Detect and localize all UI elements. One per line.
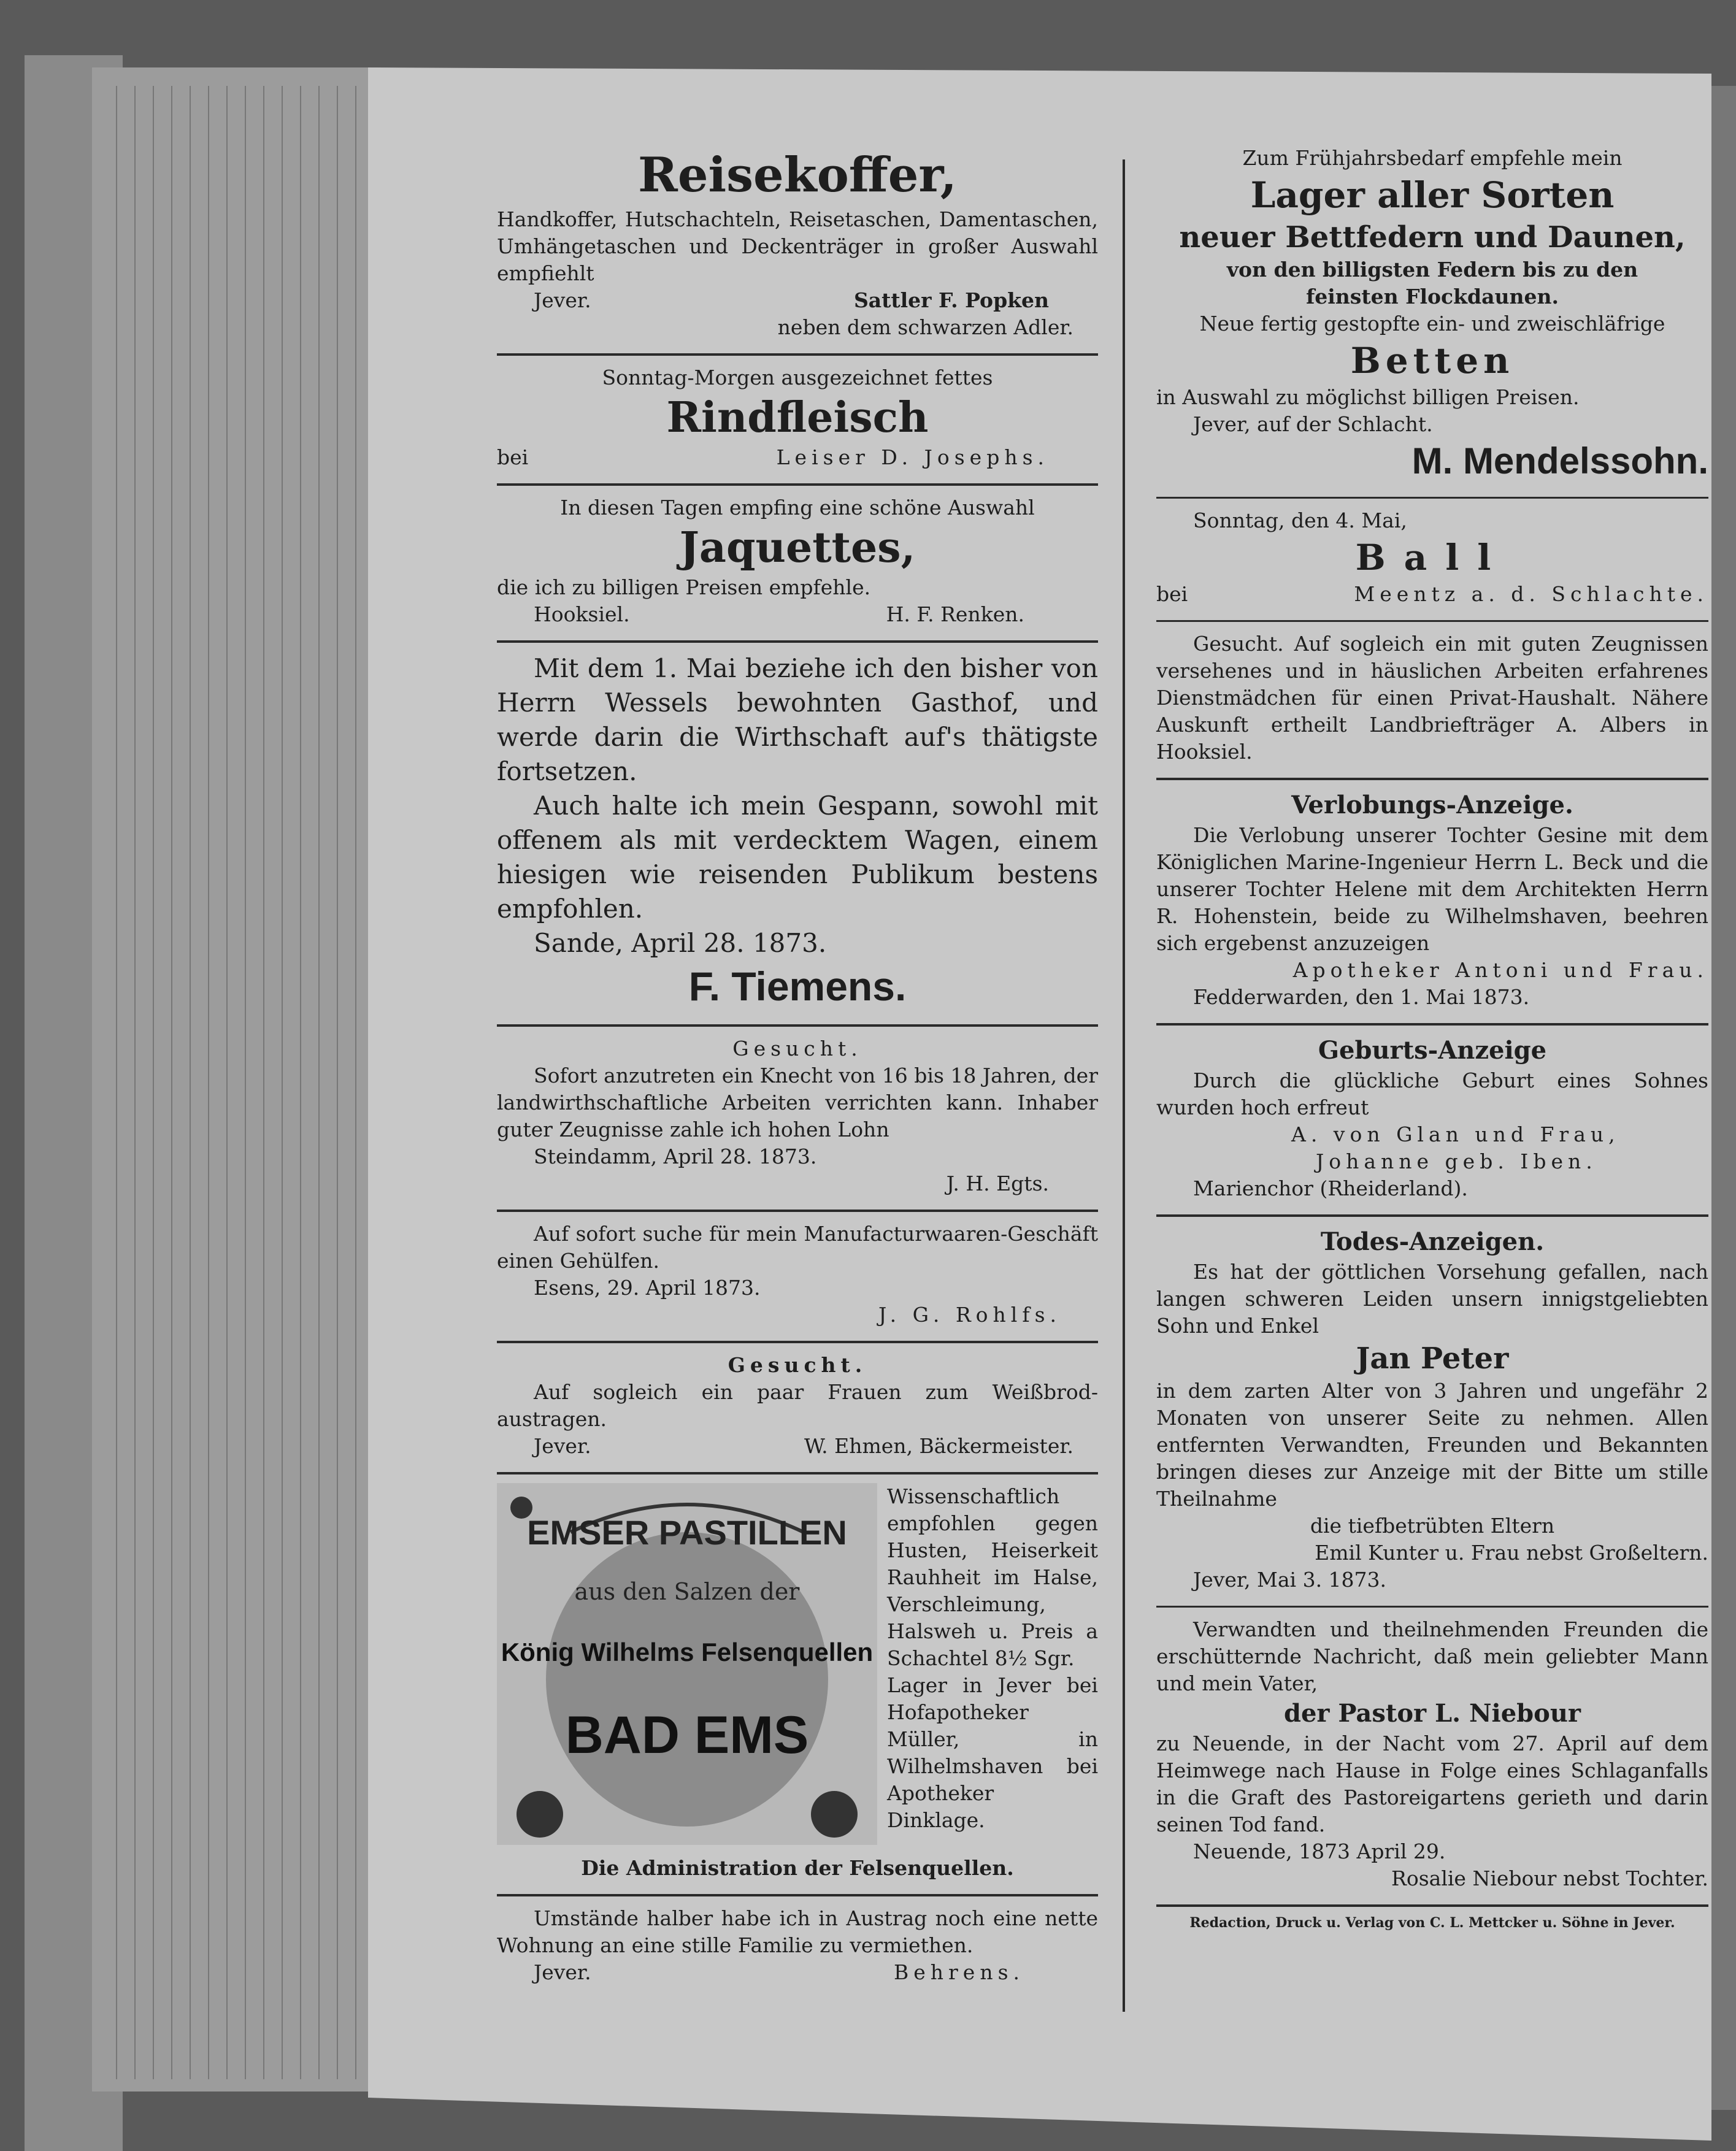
ad-paragraph-1: Mit dem 1. Mai beziehe ich den bisher von Herrn Wessels bewohnten Gasthof, und werde darin die Wirthschaft auf's thätigste fortsetzen. — [497, 653, 1098, 786]
ad-body: Sofort anzutreten ein Knecht von 16 bis 18 Jahren, der landwirthschaftliche Arbeiten verrichten kann. Inhaber guter Zeugnisse zahle ich hohen Lohn — [497, 1064, 1098, 1141]
ad-subtitle-2: feinsten Flockdaunen. — [1306, 285, 1559, 309]
divider — [497, 1024, 1098, 1027]
ad-gesucht-knecht — [497, 1032, 1098, 1206]
ad-niebour — [1156, 1612, 1708, 1901]
ad-signer: Behrens. — [893, 1960, 1024, 1984]
ad-place: Marienchor (Rheiderland). — [1193, 1176, 1468, 1200]
ad-signer: M. Mendelssohn. — [1411, 440, 1708, 481]
ad-date: Esens, 29. April 1873. — [534, 1276, 761, 1300]
ad-title: Gesucht. — [728, 1353, 867, 1377]
ad-betten: Betten — [1350, 340, 1515, 382]
ad-title: Ball — [1355, 537, 1510, 578]
ad-title: Jaquettes, — [679, 523, 916, 572]
ad-date: Fedderwarden, den 1. Mai 1873. — [1193, 985, 1530, 1009]
ad-place: Jever. — [534, 1960, 591, 1984]
ad-date: Neuende, 1873 April 29. — [1193, 1839, 1446, 1863]
ad-body-2: in dem zarten Alter von 3 Jahren und ungefähr 2 Monaten von unserer Seite zu nehmen. Allen entfernten Verwandten, Freunden und Bekannten bringen dieses zur Anzeige mit der Bitte um stille Theilnahme — [1156, 1379, 1708, 1511]
right-column — [1156, 141, 1708, 1933]
divider — [497, 640, 1098, 643]
ad-title: Todes-Anzeigen. — [1320, 1227, 1545, 1256]
ad-title: Gesucht. — [732, 1037, 862, 1060]
ad-line-2: in Auswahl zu möglichst billigen Preisen. — [1156, 385, 1580, 409]
divider — [1156, 778, 1708, 780]
ad-intro: In diesen Tagen empfing eine schöne Auswahl — [560, 496, 1035, 520]
ad-signature-row — [497, 444, 1098, 471]
ad-title-1: Lager aller Sorten — [1250, 174, 1615, 216]
divider — [1156, 1214, 1708, 1217]
emser-label-1: EMSER PASTILLEN — [527, 1513, 847, 1552]
ad-title: Verlobungs-Anzeige. — [1291, 791, 1573, 819]
ad-date: Sonntag, den 4. Mai, — [1193, 508, 1407, 532]
ad-body: Auf sogleich ein paar Frauen zum Weißbrod-austragen. — [497, 1380, 1098, 1431]
ad-signer: J. G. Rohlfs. — [878, 1303, 1061, 1327]
emser-label-3: König Wilhelms Felsenquellen — [501, 1638, 874, 1666]
ad-date: Jever, Mai 3. 1873. — [1193, 1568, 1387, 1592]
ad-signature-row — [497, 601, 1098, 628]
divider — [1156, 1023, 1708, 1026]
emser-label-4: BAD EMS — [565, 1706, 809, 1765]
emser-lager: Lager in Jever bei Hofapotheker Müller, in Wilhelmshaven bei Apotheker Dinklage. — [887, 1673, 1098, 1832]
ad-todes — [1156, 1222, 1708, 1602]
ad-signer: F. Tiemens. — [688, 964, 907, 1009]
divider — [497, 1210, 1098, 1212]
ad-date: Steindamm, April 28. 1873. — [534, 1145, 817, 1168]
ad-body: Gesucht. Auf sogleich ein mit guten Zeugnissen versehenes und in häuslichen Arbeiten erfahrenes Dienstmädchen für einen Privat-Haushalt. Nähere Auskunft ertheilt Landbriefträger A. Albers in Hooksiel. — [1156, 632, 1708, 764]
divider — [497, 1341, 1098, 1343]
ad-body: Auf sofort suche für mein Manufacturwaaren-Geschäft einen Gehülfen. — [497, 1222, 1098, 1273]
divider — [497, 483, 1098, 486]
divider — [497, 1894, 1098, 1896]
ad-bei: bei — [1156, 582, 1188, 606]
ad-body: Handkoffer, Hutschachteln, Reisetaschen, Damentaschen, Umhängetaschen und Deckenträger in großer Auswahl empfiehlt — [497, 207, 1098, 285]
ad-date: Sande, April 28. 1873. — [534, 928, 827, 958]
ad-gesucht-dienstmaedchen — [1156, 627, 1708, 774]
ad-gesucht-frauen — [497, 1348, 1098, 1468]
emser-text: Wissenschaftlich empfohlen gegen Husten, Heiserkeit Rauhheit im Halse, Verschleimung, Halsweh u. Preis a Schachtel 8½ Sgr. — [887, 1484, 1098, 1670]
ad-title: Reisekoffer, — [638, 147, 957, 203]
divider — [1156, 1904, 1708, 1907]
ad-signature-row — [1156, 581, 1708, 608]
ad-reisekoffer — [497, 141, 1098, 350]
ad-eltern: die tiefbetrübten Eltern — [1310, 1514, 1555, 1538]
ad-signature-row — [497, 1959, 1098, 1986]
ad-tiemens — [497, 648, 1098, 1021]
divider — [1156, 497, 1708, 499]
ad-signer: Emil Kunter u. Frau nebst Großeltern. — [1315, 1541, 1708, 1565]
emser-admin: Die Administration der Felsenquellen. — [581, 1856, 1014, 1880]
ad-jaquettes — [497, 491, 1098, 637]
ad-title: Geburts-Anzeige — [1318, 1036, 1547, 1065]
ad-place: Hooksiel. — [534, 602, 630, 626]
ad-signature-row — [497, 1433, 1098, 1460]
ad-ball — [1156, 504, 1708, 616]
ad-body: Umstände halber habe ich in Austrag noch eine nette Wohnung an eine stille Familie zu vermiethen. — [497, 1906, 1098, 1957]
ad-behrens — [497, 1901, 1098, 1995]
ad-body: Die Verlobung unserer Tochter Gesine mit dem Königlichen Marine-Ingenieur Herrn L. Beck und die unserer Tochter Helene mit dem Architekten Herrn R. Hohenstein, beide zu Wilhelmshaven, beehren sich ergebenst anzuzeigen — [1156, 823, 1708, 955]
ad-signer: H. F. Renken. — [886, 602, 1024, 626]
ad-body-1: Es hat der göttlichen Vorsehung gefallen, nach langen schweren Leiden unsern innigstgeliebten Sohn und Enkel — [1156, 1260, 1708, 1338]
ad-body: die ich zu billigen Preisen empfehle. — [497, 575, 871, 599]
ad-signer: Rosalie Niebour nebst Tochter. — [1391, 1866, 1708, 1890]
ad-address: neben dem schwarzen Adler. — [777, 315, 1073, 339]
divider — [497, 353, 1098, 356]
ad-subtitle-1: von den billigsten Federn bis zu den — [1226, 258, 1638, 282]
ad-signer-2: Johanne geb. Iben. — [1316, 1149, 1597, 1173]
ad-place: Jever. — [534, 288, 591, 312]
left-column — [497, 141, 1098, 1995]
emser-row — [497, 1483, 1098, 1845]
divider — [1156, 1606, 1708, 1608]
ad-verlobung — [1156, 785, 1708, 1019]
ad-signer-1: A. von Glan und Frau, — [1291, 1122, 1620, 1146]
ad-intro: Zum Frühjahrsbedarf empfehle mein — [1242, 146, 1623, 170]
ad-geburt — [1156, 1030, 1708, 1211]
ad-paragraph-2: Auch halte ich mein Gespann, sowohl mit offenem als mit verdecktem Wagen, einem hiesigen wie reisenden Publikum bestens empfohlen. — [497, 791, 1098, 924]
ad-name: der Pastor L. Niebour — [1283, 1699, 1581, 1728]
ad-signer: Apotheker Antoni und Frau. — [1292, 958, 1708, 982]
ad-signature-row — [497, 287, 1098, 314]
emser-description — [887, 1483, 1098, 1845]
ad-signer: Leiser D. Josephs. — [776, 445, 1049, 469]
ad-title-2: neuer Bettfedern und Daunen, — [1179, 220, 1686, 255]
emser-label-2: aus den Salzen der — [574, 1578, 800, 1605]
ad-signer: Meentz a. d. Schlachte. — [1354, 582, 1708, 606]
imprint-footer: Redaction, Druck u. Verlag von C. L. Mettcker u. Söhne in Jever. — [1189, 1915, 1675, 1931]
ad-mendelssohn — [1156, 141, 1708, 493]
divider — [1156, 620, 1708, 622]
ad-title: Rindfleisch — [666, 393, 929, 442]
ad-body: Durch die glückliche Geburt eines Sohnes wurden hoch erfreut — [1156, 1068, 1708, 1119]
ad-signer: Sattler F. Popken — [853, 288, 1049, 312]
ad-emser-pastillen — [497, 1479, 1098, 1890]
ad-body-1: Verwandten und theilnehmenden Freunden die erschütternde Nachricht, daß mein geliebter Mann und mein Vater, — [1156, 1617, 1708, 1695]
ad-body-2: zu Neuende, in der Nacht vom 27. April auf dem Heimwege nach Hause in Folge eines Schlaganfalls in die Graft des Pastoreigartens gerieth und darin seinen Tod fand. — [1156, 1731, 1708, 1836]
ad-bei: bei — [497, 445, 529, 469]
ad-intro: Sonntag-Morgen ausgezeichnet fettes — [602, 366, 993, 389]
divider — [497, 1472, 1098, 1474]
ad-signer: J. H. Egts. — [946, 1171, 1049, 1195]
emser-pastillen-box-image — [497, 1483, 877, 1845]
ad-place: Jever. — [534, 1434, 591, 1458]
ad-rohlfs — [497, 1217, 1098, 1337]
ad-line: Neue fertig gestopfte ein- und zweischläfrige — [1199, 312, 1665, 335]
ad-name: Jan Peter — [1356, 1341, 1509, 1376]
ad-place: Jever, auf der Schlacht. — [1193, 412, 1433, 436]
ad-rindfleisch — [497, 361, 1098, 480]
ad-signer: W. Ehmen, Bäckermeister. — [804, 1434, 1073, 1458]
